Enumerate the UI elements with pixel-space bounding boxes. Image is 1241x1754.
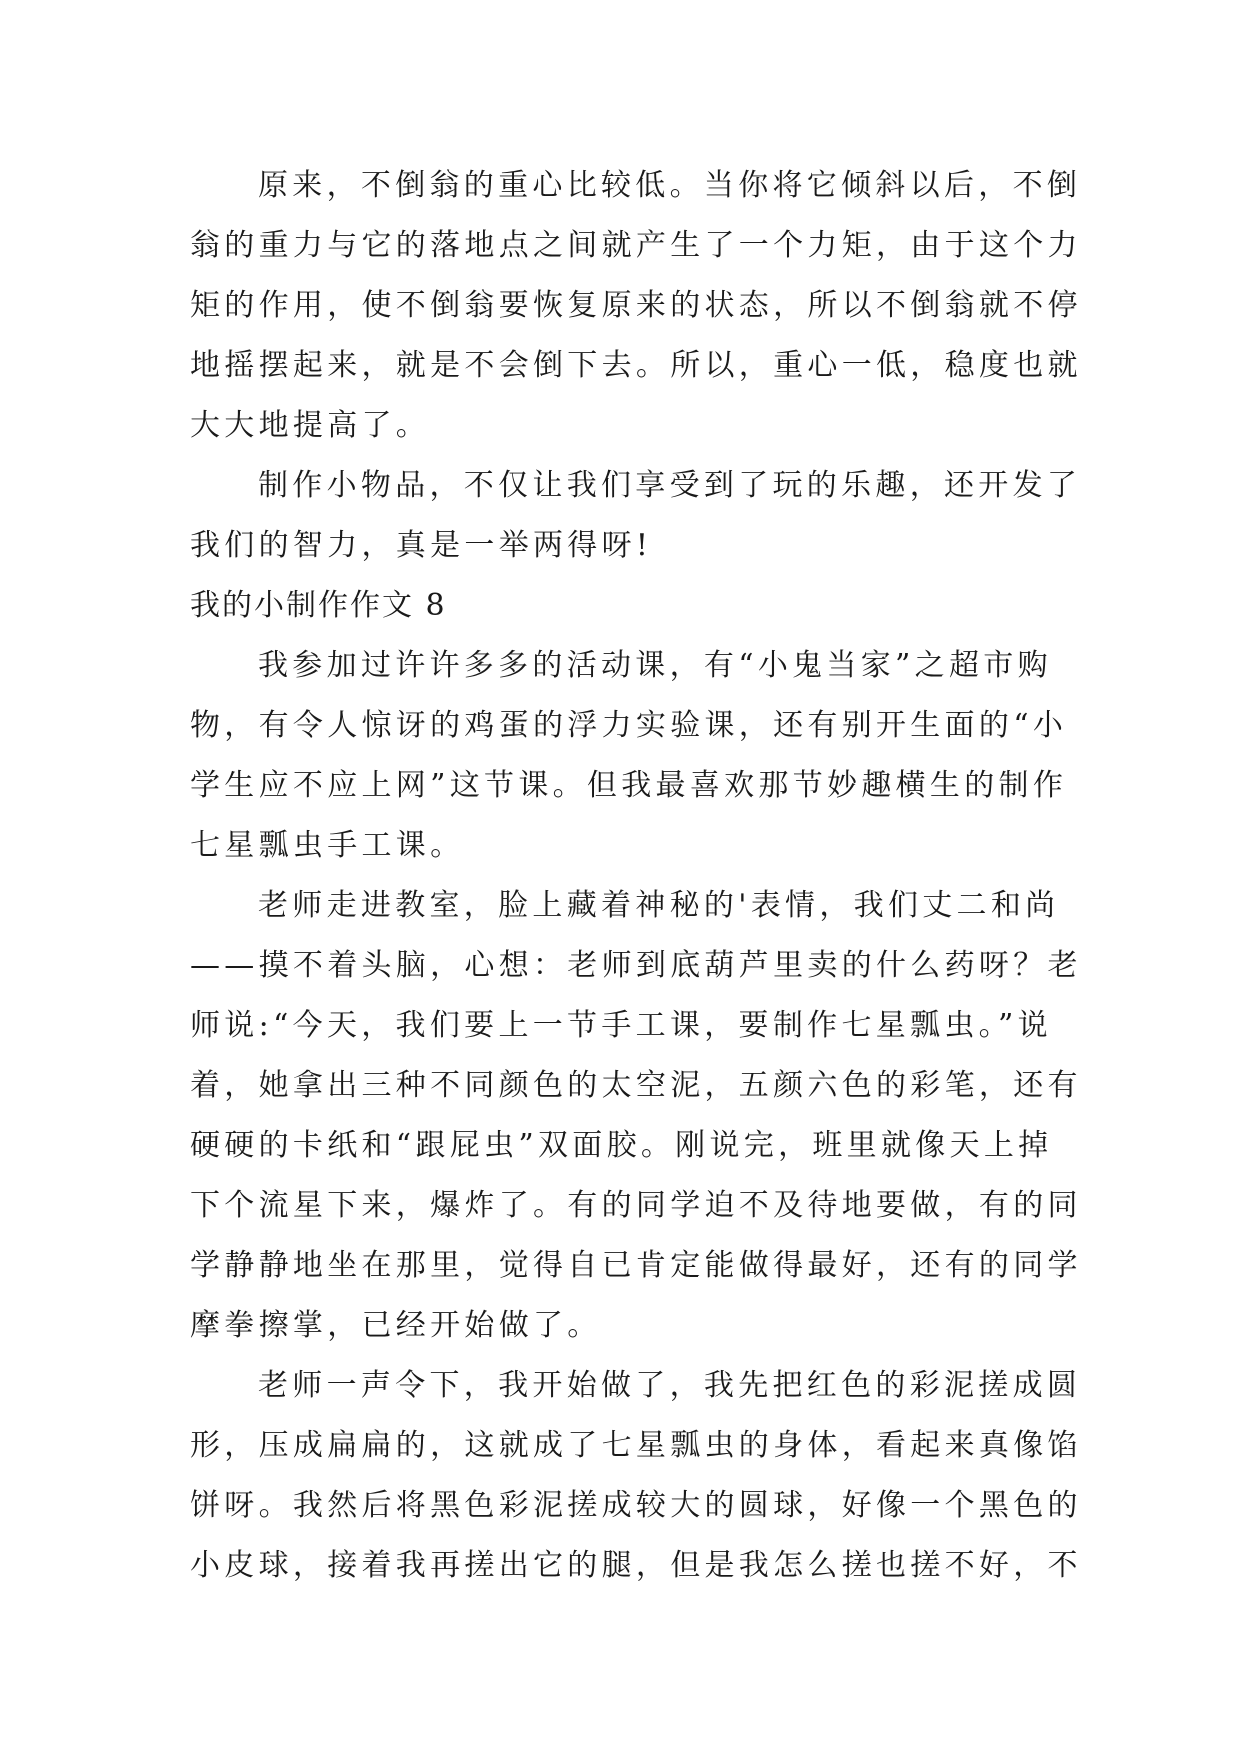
paragraph [190, 156, 1082, 456]
text-line: 学生应不应上网”这节课。但我最喜欢那节妙趣横生的制作 [190, 768, 1068, 803]
text-line: 翁的重力与它的落地点之间就产生了一个力矩，由于这个力 [190, 228, 1082, 263]
section-heading: 我的小制作作文 8 [190, 588, 447, 623]
paragraph [190, 876, 1082, 1356]
text-line: 大大地提高了。 [190, 408, 431, 443]
text-line: 摩拳擦掌，已经开始做了。 [190, 1308, 602, 1343]
text-line: 我们的智力，真是一举两得呀! [190, 528, 653, 563]
text-line: 老师走进教室，脸上藏着神秘的'表情，我们丈二和尚 [258, 888, 1060, 923]
document-body [190, 156, 1082, 1596]
text-line: 物，有令人惊讶的鸡蛋的浮力实验课，还有别开生面的“小 [190, 708, 1068, 743]
text-line: 下个流星下来，爆炸了。有的同学迫不及待地要做，有的同 [190, 1188, 1082, 1223]
text-line: 七星瓢虫手工课。 [190, 828, 465, 863]
text-line: 我参加过许许多多的活动课，有“小鬼当家”之超市购 [258, 648, 1052, 683]
text-line: 小皮球，接着我再搓出它的腿，但是我怎么搓也搓不好，不 [190, 1548, 1082, 1583]
text-line: 制作小物品，不仅让我们享受到了玩的乐趣，还开发了 [258, 468, 1082, 503]
text-line: 师说:“今天，我们要上一节手工课，要制作七星瓢虫。”说 [190, 1008, 1052, 1043]
text-line: 着，她拿出三种不同颜色的太空泥，五颜六色的彩笔，还有 [190, 1068, 1082, 1103]
text-line: 饼呀。我然后将黑色彩泥搓成较大的圆球，好像一个黑色的 [190, 1488, 1082, 1523]
paragraph [190, 1356, 1082, 1596]
text-line: 硬硬的卡纸和“跟屁虫”双面胶。刚说完，班里就像天上掉 [190, 1128, 1053, 1163]
text-line: 地摇摆起来，就是不会倒下去。所以，重心一低，稳度也就 [190, 348, 1082, 383]
text-line: 形，压成扁扁的，这就成了七星瓢虫的身体，看起来真像馅 [190, 1428, 1082, 1463]
paragraph [190, 636, 1068, 876]
text-line: 老师一声令下，我开始做了，我先把红色的彩泥搓成圆 [258, 1368, 1082, 1403]
text-line: 原来，不倒翁的重心比较低。当你将它倾斜以后，不倒 [258, 168, 1082, 203]
text-line: ——摸不着头脑，心想：老师到底葫芦里卖的什么药呀？老 [190, 948, 1082, 983]
text-line: 学静静地坐在那里，觉得自已肯定能做得最好，还有的同学 [190, 1248, 1082, 1283]
text-line: 矩的作用，使不倒翁要恢复原来的状态，所以不倒翁就不停 [190, 288, 1082, 323]
paragraph [190, 456, 1082, 576]
